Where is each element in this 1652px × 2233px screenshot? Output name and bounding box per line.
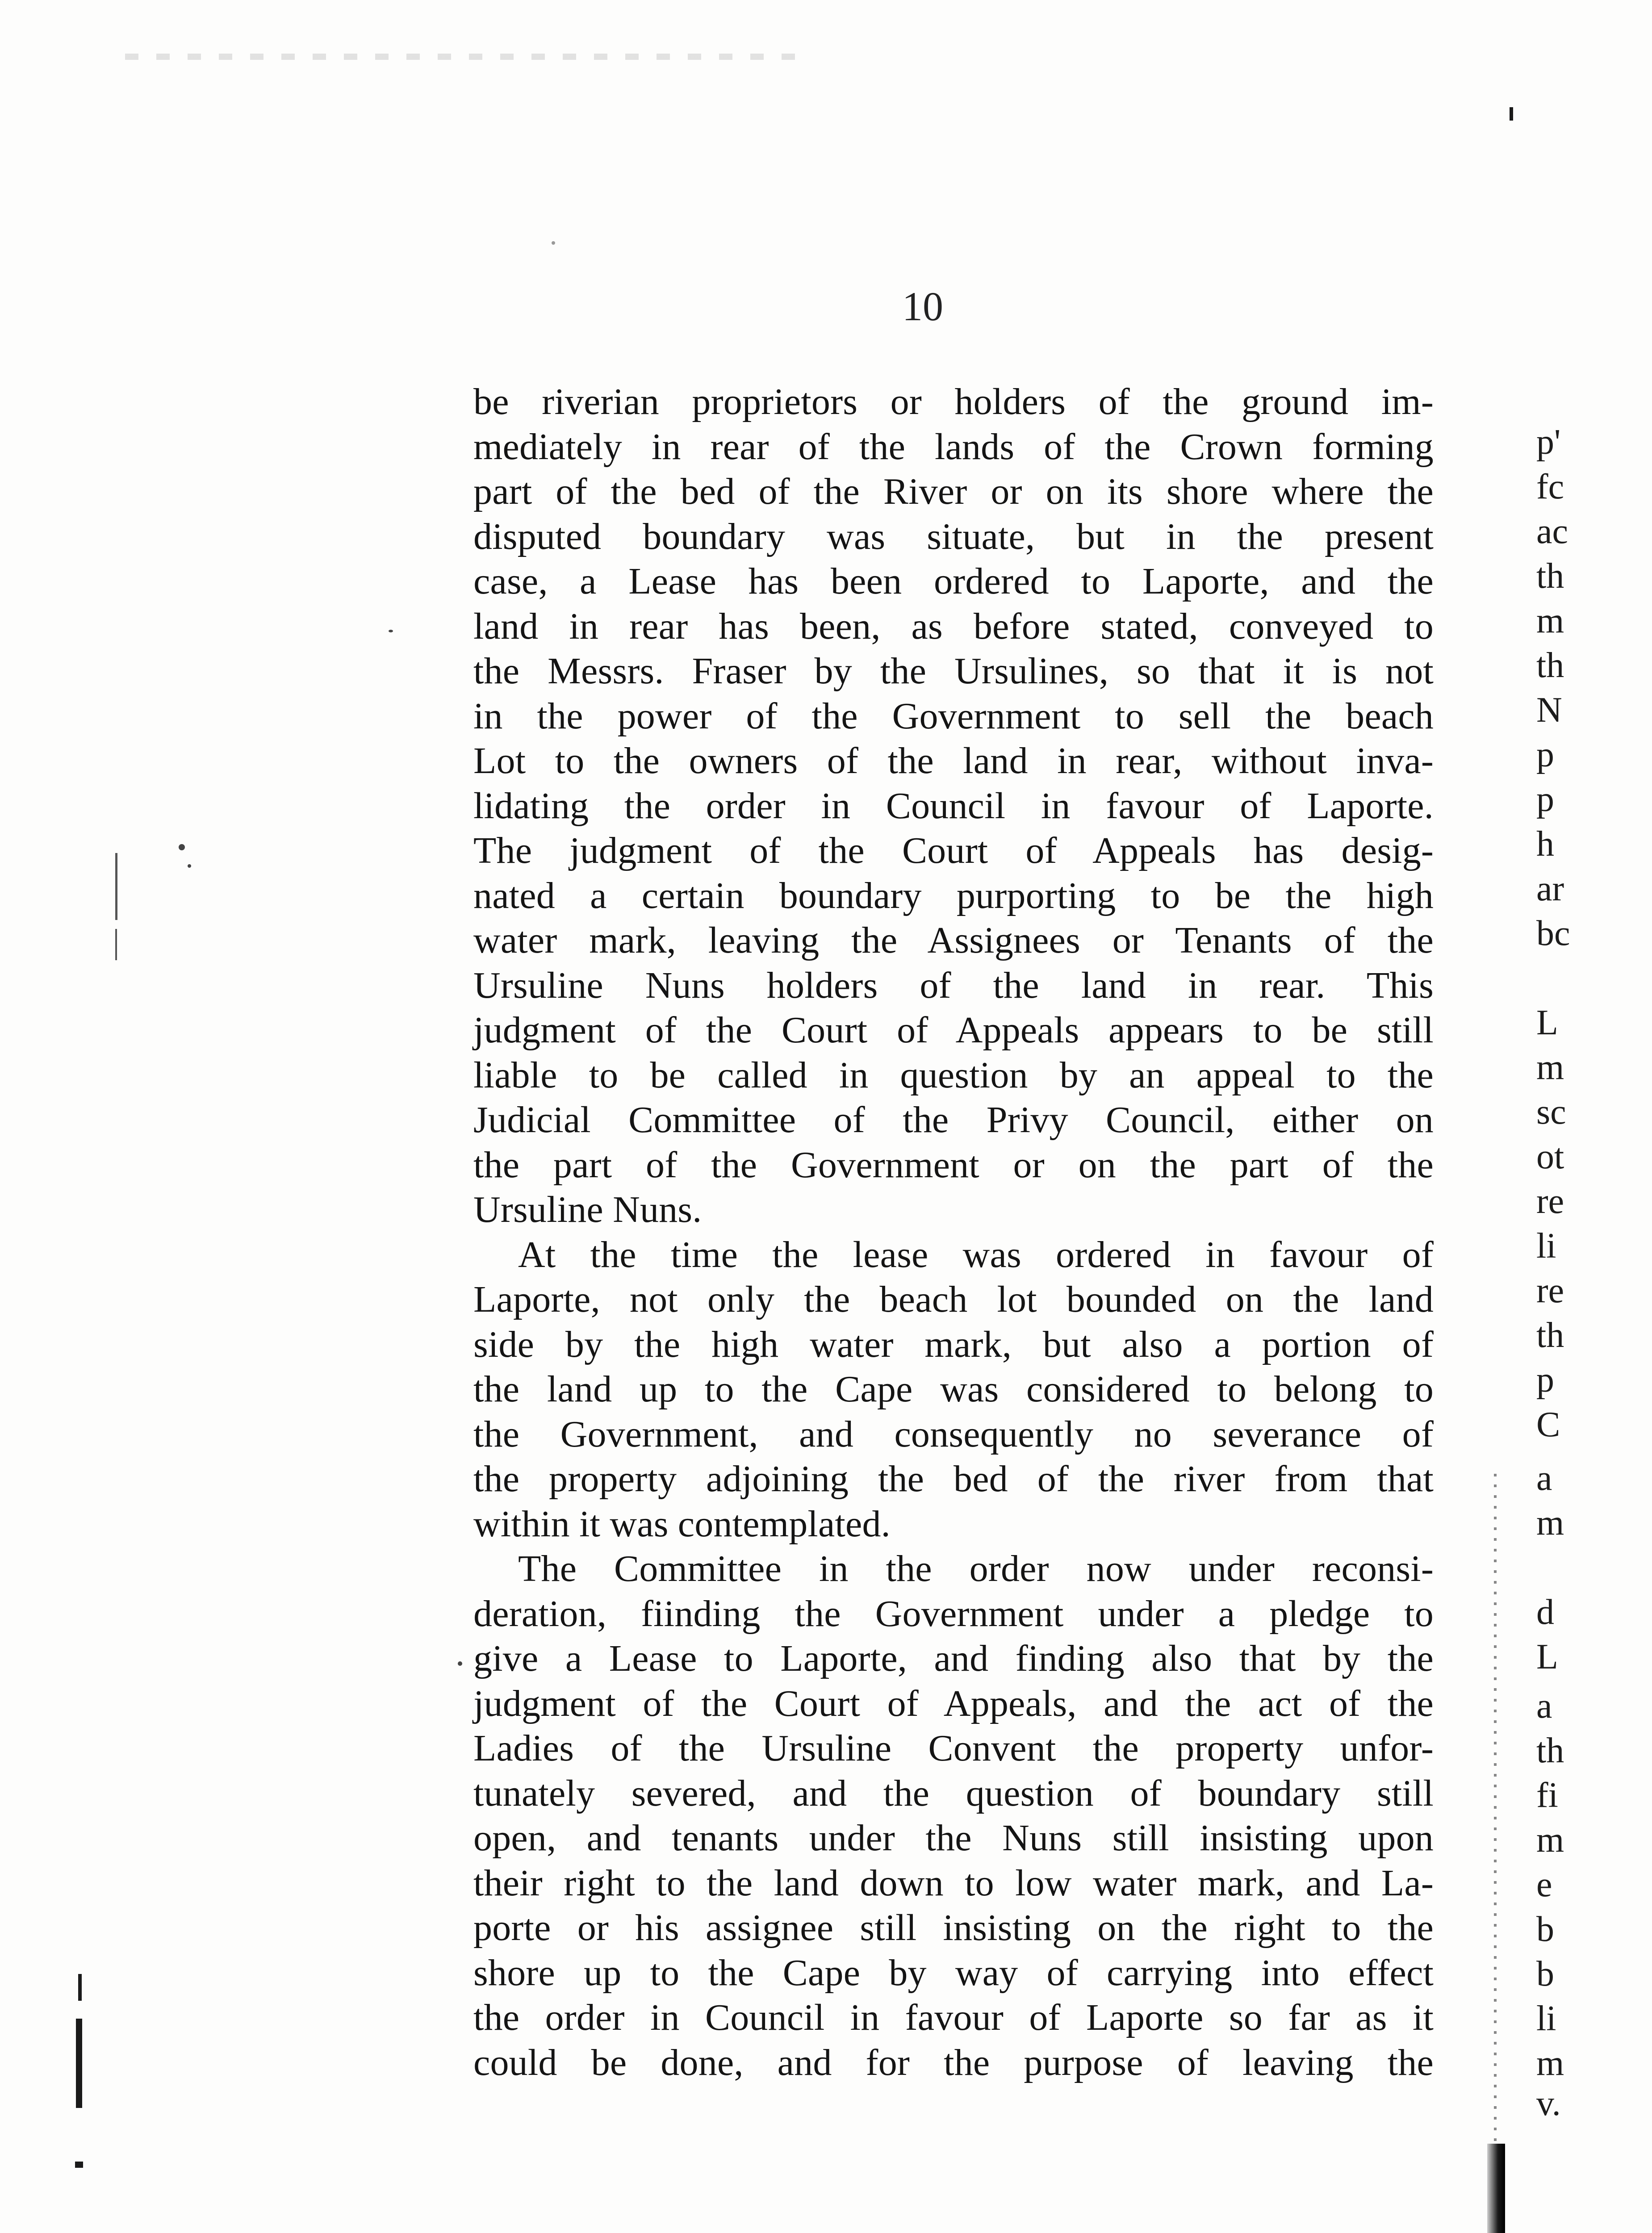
page-number: 10	[902, 284, 943, 329]
scan-mark	[78, 1974, 82, 2001]
body-text	[473, 380, 1434, 2085]
facing-fragment: p'	[1536, 422, 1561, 462]
text-line: Ladies of the Ursuline Convent the property unfor-	[473, 1727, 1434, 1769]
text-line: side by the high water mark, but also a portion of	[473, 1323, 1434, 1365]
text-line: the property adjoining the bed of the river from that	[473, 1458, 1434, 1500]
facing-fragment: th	[1536, 646, 1564, 685]
text-line: lidating the order in Council in favour of Laporte.	[473, 785, 1434, 827]
text-line: be riverian proprietors or holders of the ground im-	[473, 381, 1434, 422]
text-line: nated a certain boundary purporting to be the high	[473, 874, 1434, 916]
text-line: their right to the land down to low water mark, and La-	[473, 1862, 1434, 1904]
facing-fragment: p	[1536, 780, 1554, 819]
text-line: water mark, leaving the Assignees or Tenants of the	[473, 920, 1434, 961]
gutter-dots	[1494, 1474, 1497, 2144]
text-line: case, a Lease has been ordered to Laporte, and the	[473, 560, 1434, 602]
scan-mark	[75, 2162, 83, 2168]
facing-fragment: a	[1536, 1459, 1552, 1498]
facing-fragment: m	[1536, 1820, 1564, 1860]
facing-fragment: h	[1536, 824, 1554, 864]
text-line: tunately severed, and the question of boundary still	[473, 1772, 1434, 1814]
text-line: could be done, and for the purpose of leaving the	[473, 2041, 1434, 2083]
text-line: the Government, and consequently no severance of	[473, 1413, 1434, 1455]
facing-fragment: m	[1536, 2044, 1564, 2083]
facing-fragment: m	[1536, 1048, 1564, 1087]
scan-mark	[115, 929, 117, 960]
facing-fragment: th	[1536, 556, 1564, 596]
facing-fragment: b	[1536, 1954, 1554, 1994]
text-line: Lot to the owners of the land in rear, without inva-	[473, 740, 1434, 782]
facing-fragment: th	[1536, 1731, 1564, 1770]
facing-fragment: sc	[1536, 1092, 1566, 1132]
scan-speck	[179, 844, 185, 850]
text-line: in the power of the Government to sell the beach	[473, 695, 1434, 737]
facing-fragment: a	[1536, 1686, 1552, 1726]
scan-mark	[1510, 107, 1513, 121]
facing-fragment: li	[1536, 1999, 1556, 2038]
facing-fragment: p	[1536, 735, 1554, 774]
scan-smudge	[125, 54, 795, 60]
text-line: give a Lease to Laporte, and finding also that by the	[473, 1638, 1434, 1679]
text-line: the order in Council in favour of Laporte so far as it	[473, 1997, 1434, 2038]
text-line: The judgment of the Court of Appeals has desig-	[473, 830, 1434, 871]
facing-fragment: e	[1536, 1865, 1552, 1904]
facing-fragment: bc	[1536, 914, 1570, 953]
text-line: the Messrs. Fraser by the Ursulines, so that it is not	[473, 650, 1434, 692]
scan-speck	[188, 864, 191, 868]
facing-fragment: fc	[1536, 467, 1564, 506]
text-line: The Committee in the order now under reconsi-	[518, 1548, 1434, 1589]
facing-fragment: v.	[1536, 2084, 1561, 2123]
facing-fragment: ar	[1536, 869, 1564, 908]
text-line: disputed boundary was situate, but in the present	[473, 515, 1434, 557]
text-line: shore up to the Cape by way of carrying into effect	[473, 1952, 1434, 1994]
facing-fragment: ot	[1536, 1137, 1564, 1176]
text-line: deration, fiinding the Government under a pledge to	[473, 1593, 1434, 1635]
scan-mark	[76, 2019, 82, 2108]
scan-speck	[458, 1661, 462, 1666]
facing-fragment: ac	[1536, 512, 1568, 551]
text-line: within it was contemplated.	[473, 1503, 891, 1545]
facing-fragment: re	[1536, 1182, 1564, 1221]
text-line: At the time the lease was ordered in favour of	[518, 1234, 1434, 1275]
facing-fragment: m	[1536, 1503, 1564, 1543]
text-line: open, and tenants under the Nuns still insisting upon	[473, 1817, 1434, 1859]
scan-speck	[552, 241, 555, 245]
facing-fragment: m	[1536, 601, 1564, 640]
text-line: land in rear has been, as before stated, conveyed to	[473, 605, 1434, 647]
facing-fragment: fi	[1536, 1776, 1558, 1815]
text-line: porte or his assignee still insisting on the right to the	[473, 1907, 1434, 1949]
facing-fragment: L	[1536, 1003, 1558, 1042]
text-line: judgment of the Court of Appeals appears to be still	[473, 1009, 1434, 1051]
binding-shadow	[1487, 2144, 1505, 2233]
text-line: Ursuline Nuns.	[473, 1189, 702, 1230]
facing-fragment: b	[1536, 1910, 1554, 1949]
text-line: liable to be called in question by an appeal to the	[473, 1054, 1434, 1096]
text-line: Judicial Committee of the Privy Council, either on	[473, 1099, 1434, 1141]
facing-fragment: th	[1536, 1316, 1564, 1355]
text-line: judgment of the Court of Appeals, and the act of the	[473, 1682, 1434, 1724]
facing-fragment: re	[1536, 1271, 1564, 1310]
text-line: the land up to the Cape was considered to belong to	[473, 1368, 1434, 1410]
scan-speck	[389, 630, 393, 632]
facing-fragment: p	[1536, 1360, 1554, 1400]
facing-fragment: d	[1536, 1593, 1554, 1632]
facing-fragment: N	[1536, 690, 1562, 730]
text-line: part of the bed of the River or on its shore where the	[473, 471, 1434, 512]
text-line: Laporte, not only the beach lot bounded on the land	[473, 1279, 1434, 1320]
text-line: Ursuline Nuns holders of the land in rear. This	[473, 964, 1434, 1006]
facing-fragment: C	[1536, 1405, 1560, 1444]
text-line: mediately in rear of the lands of the Crown forming	[473, 426, 1434, 468]
scan-mark	[115, 853, 117, 920]
facing-fragment: L	[1536, 1637, 1558, 1677]
facing-fragment: li	[1536, 1226, 1556, 1266]
text-line: the part of the Government or on the part of the	[473, 1144, 1434, 1186]
